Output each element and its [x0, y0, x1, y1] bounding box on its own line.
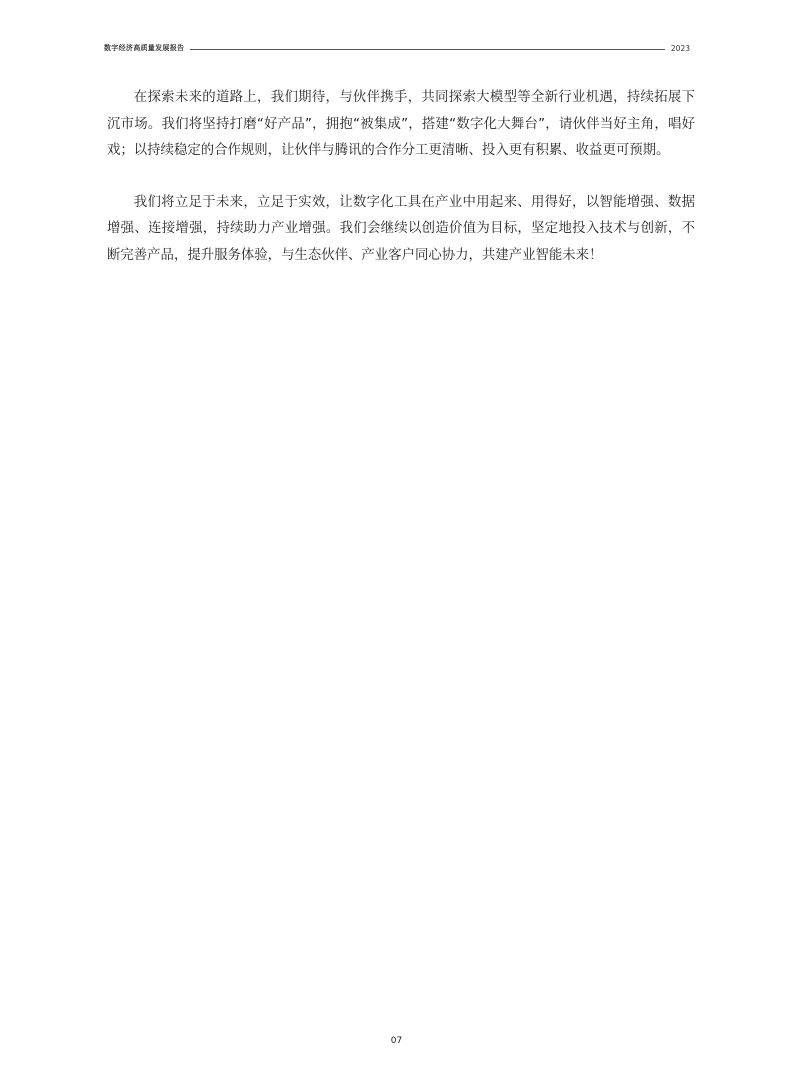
page-header [104, 41, 690, 55]
report-title: 数字经济高质量发展报告 [104, 44, 185, 52]
page-number: 07 [390, 1036, 403, 1046]
paragraph-2: 我们将立足于未来，立足于实效，让数字化工具在产业中用起来、用得好，以智能增强、数据增强、连接增强，持续助力产业增强。我们会继续以创造价值为目标，坚定地投入技术与创新，不断完善产品，提升服务体验，与生态伙伴、产业客户同心协力，共建产业智能未来！ [107, 194, 695, 263]
paragraph-1: 在探索未来的道路上，我们期待，与伙伴携手，共同探索大模型等全新行业机遇，持续拓展下沉市场。我们将坚持打磨“好产品”，拥抱“被集成”，搭建“数字化大舞台”，请伙伴当好主角，唱好戏；以持续稳定的合作规则，让伙伴与腾讯的合作分工更清晰、投入更有积累、收益更可预期。 [107, 90, 695, 158]
body-text [107, 85, 695, 294]
header-divider [190, 49, 665, 50]
report-year: 2023 [670, 43, 690, 53]
